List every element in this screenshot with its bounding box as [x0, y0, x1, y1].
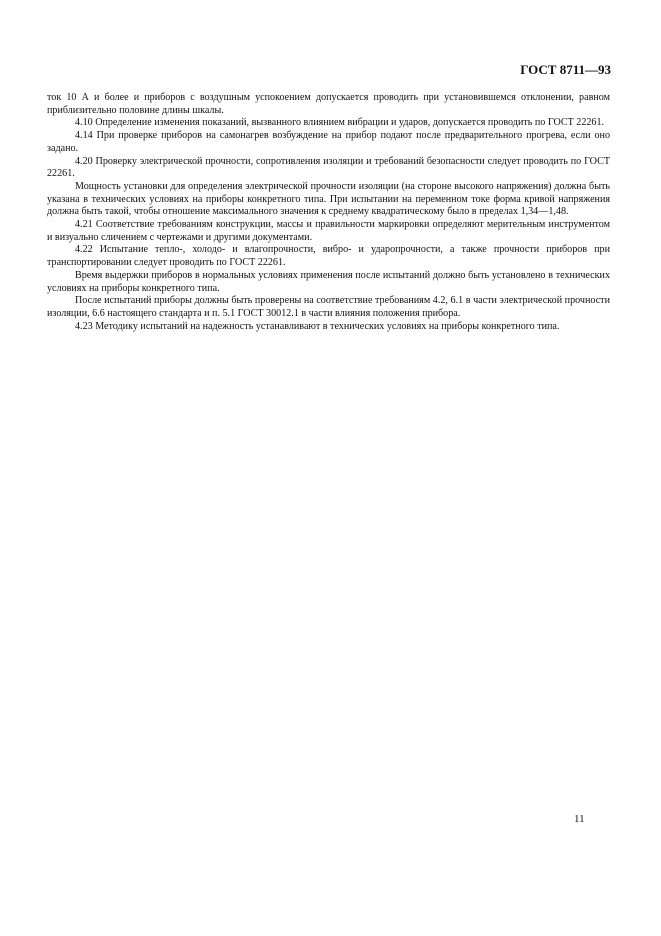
paragraph-after-tests: После испытаний приборы должны быть проверены на соответствие требованиям 4.2, 6.1 в части электрической прочности изоляции, 6.6 настоящего стандарта и п. 5.1 ГОСТ 30012.1 в части влияния положения прибора.: [47, 295, 610, 319]
document-body: [47, 92, 610, 333]
paragraph-4-20: 4.20 Проверку электрической прочности, сопротивления изоляции и требований безопасности следует проводить по ГОСТ 22261.: [47, 155, 610, 180]
page-number: 11: [574, 813, 585, 825]
paragraph-continuation: ток 10 А и более и приборов с воздушным успокоением допускается проводить при установившемся отклонении, равном приблизительно половине длины шкалы.: [47, 92, 610, 116]
paragraph-power: Мощность установки для определения электрической прочности изоляции (на стороне высокого напряжения) должна быть указана в технических условиях на приборы конкретного типа. При испытании на переменном токе форма кривой напряжения должна быть такой, чтобы отношение максимального значения к среднему квадратическому было в пределах 1,34—1,48.: [47, 180, 610, 218]
paragraph-4-21: 4.21 Соответствие требованиям конструкции, массы и правильности маркировки определяют мерительным инструментом и визуально сличением с чертежами и другими документами.: [47, 219, 610, 243]
document-header: ГОСТ 8711—93: [520, 62, 611, 77]
paragraph-4-23: 4.23 Методику испытаний на надежность устанавливают в технических условиях на приборы конкретного типа.: [75, 320, 560, 332]
paragraph-4-22: 4.22 Испытание тепло-, холодо- и влагопрочности, вибро- и ударопрочности, а также прочности приборов при транспортировании следует проводить по ГОСТ 22261.: [47, 244, 610, 269]
paragraph-4-14: 4.14 При проверке приборов на самонагрев возбуждение на прибор подают после предварительного прогрева, если оно задано.: [47, 130, 610, 154]
paragraph-hold-time: Время выдержки приборов в нормальных условиях применения после испытаний должно быть установлено в технических условиях на приборы конкретного типа.: [47, 269, 610, 294]
paragraph-4-10: 4.10 Определение изменения показаний, вызванного влиянием вибрации и ударов, допускается проводить по ГОСТ 22261.: [75, 117, 605, 129]
